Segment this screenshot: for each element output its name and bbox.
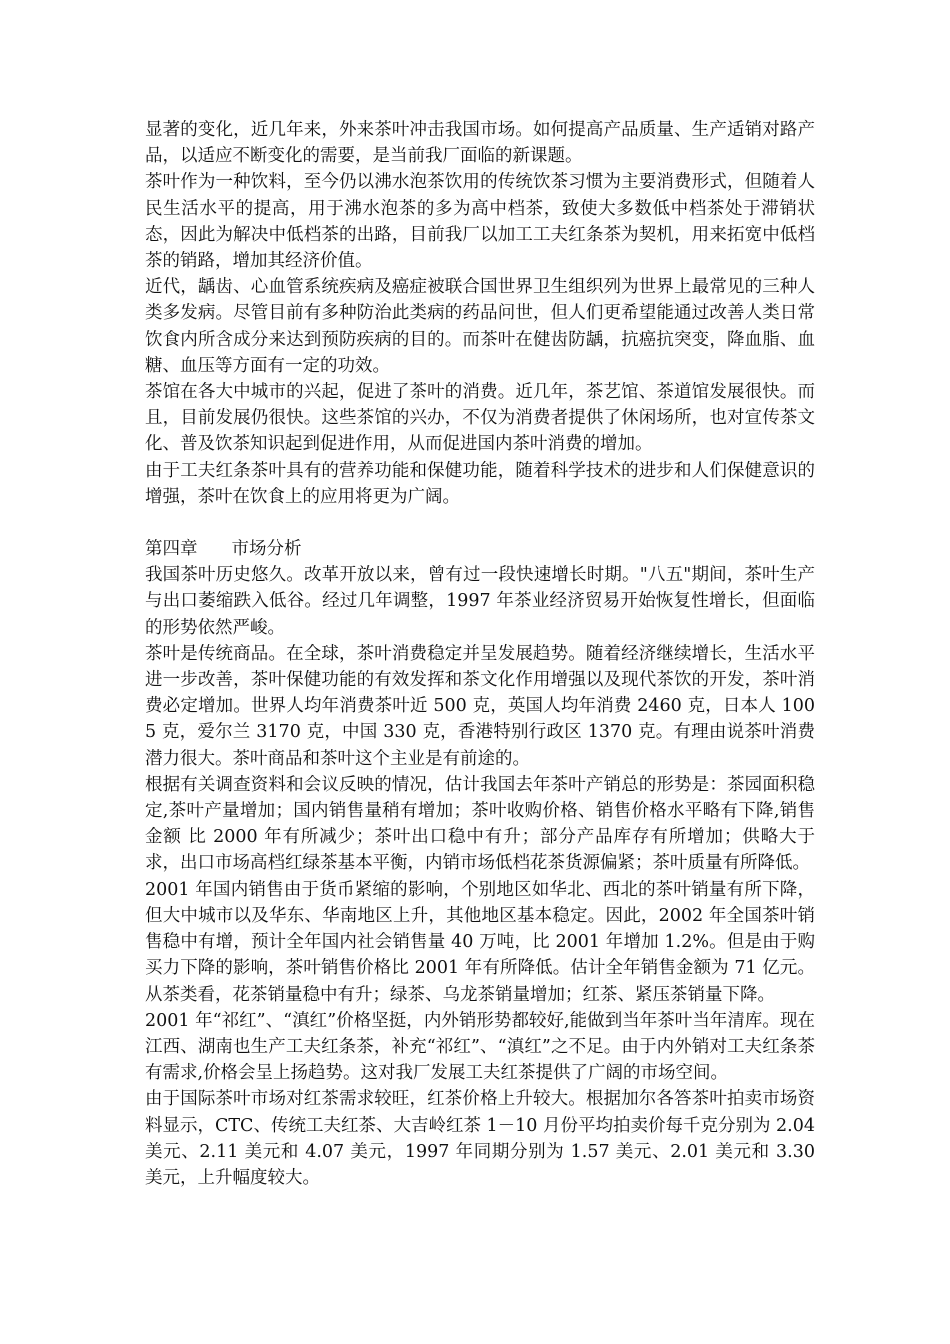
intro-paragraph-3: 近代，龋齿、心血管系统疾病及癌症被联合国世界卫生组织列为世界上最常见的三种人类多发病。尽管目前有多种防治此类病的药品问世，但人们更希望能通过改善人类日常饮食内所含成分来达到预防疾病的目的。而茶叶在健齿防龋，抗癌抗突变，降血脂、血糖、血压等方面有一定的功效。	[145, 277, 815, 376]
chapter-paragraph-1: 我国茶叶历史悠久。改革开放以来，曾有过一段快速增长时期。"八五"期间，茶叶生产与出口萎缩跌入低谷。经过几年调整，1997 年茶业经济贸易开始恢复性增长，但面临的形势依然严峻。	[145, 565, 815, 638]
document-body	[145, 117, 815, 1191]
chapter-heading	[145, 536, 815, 562]
intro-paragraph-4: 茶馆在各大中城市的兴起，促进了茶叶的消费。近几年，茶艺馆、茶道馆发展很快。而且，目前发展仍很快。这些茶馆的兴办，不仅为消费者提供了休闲场所，也对宣传茶文化、普及饮茶知识起到促进作用，从而促进国内茶叶消费的增加。	[145, 382, 815, 455]
chapter-title: 市场分析	[231, 539, 302, 560]
chapter-number: 第四章	[145, 539, 198, 560]
chapter-paragraph-3: 根据有关调查资料和会议反映的情况，估计我国去年茶叶产销总的形势是：茶园面积稳定,茶叶产量增加；国内销售量稍有增加；茶叶收购价格、销售价格水平略有下降,销售金额 比 2000 年有所减少；茶叶出口稳中有升；部分产品库存有所增加；供略大于求，出口市场高档红绿茶基本平衡，内销市场低档花茶货源偏紧；茶叶质量有所降低。	[145, 774, 815, 874]
intro-paragraph-2: 茶叶作为一种饮料，至今仍以沸水泡茶饮用的传统饮茶习惯为主要消费形式，但随着人民生活水平的提高，用于沸水泡茶的多为高中档茶，致使大多数低中档茶处于滞销状态，因此为解决中低档茶的出路，目前我厂以加工工夫红条茶为契机，用来拓宽中低档茶的销路，增加其经济价值。	[145, 172, 815, 272]
intro-paragraph-5: 由于工夫红条茶叶具有的营养功能和保健功能，随着科学技术的进步和人们保健意识的增强，茶叶在饮食上的应用将更为广阔。	[145, 460, 815, 507]
intro-paragraph-1: 显著的变化，近几年来，外来茶叶冲击我国市场。如何提高产品质量、生产适销对路产品，以适应不断变化的需要，是当前我厂面临的新课题。	[145, 120, 815, 167]
chapter-paragraph-5: 2001 年“祁红”、“滇红”价格坚挺，内外销形势都较好,能做到当年茶叶当年清库。现在江西、湖南也生产工夫红条茶，补充“祁红”、“滇红”之不足。由于内外销对工夫红条茶有需求,价格会呈上扬趋势。这对我厂发展工夫红茶提供了广阔的市场空间。	[145, 1010, 815, 1084]
chapter-paragraph-2: 茶叶是传统商品。在全球，茶叶消费稳定并呈发展趋势。随着经济继续增长，生活水平进一步改善，茶叶保健功能的有效发挥和茶文化作用增强以及现代茶饮的开发，茶叶消费必定增加。世界人均年消费茶叶近 500 克，英国人均年消费 2460 克，日本人 1005 克，爱尔兰 3170 克，中国 330 克，香港特别行政区 1370 克。有理由说茶叶消费潜力很大。茶叶商品和茶叶这个主业是有前途的。	[145, 643, 815, 769]
chapter-paragraph-4: 2001 年国内销售由于货币紧缩的影响，个别地区如华北、西北的茶叶销量有所下降，但大中城市以及华东、华南地区上升，其他地区基本稳定。因此，2002 年全国茶叶销售稳中有增，预计全年国内社会销售量 40 万吨，比 2001 年增加 1.2%。但是由于购买力下降的影响，茶叶销售价格比 2001 年有所降低。估计全年销售金额为 71 亿元。从茶类看，花茶销量稳中有升；绿茶、乌龙茶销量增加；红茶、紧压茶销量下降。	[145, 879, 815, 1005]
chapter-paragraph-6: 由于国际茶叶市场对红茶需求较旺，红茶价格上升较大。根据加尔各答茶叶拍卖市场资料显示，CTC、传统工夫红茶、大吉岭红茶 1－10 月份平均拍卖价每千克分别为 2.04 美元、2.11 美元和 4.07 美元，1997 年同期分别为 1.57 美元、2.01 美元和 3.30 美元，上升幅度较大。	[145, 1089, 816, 1188]
